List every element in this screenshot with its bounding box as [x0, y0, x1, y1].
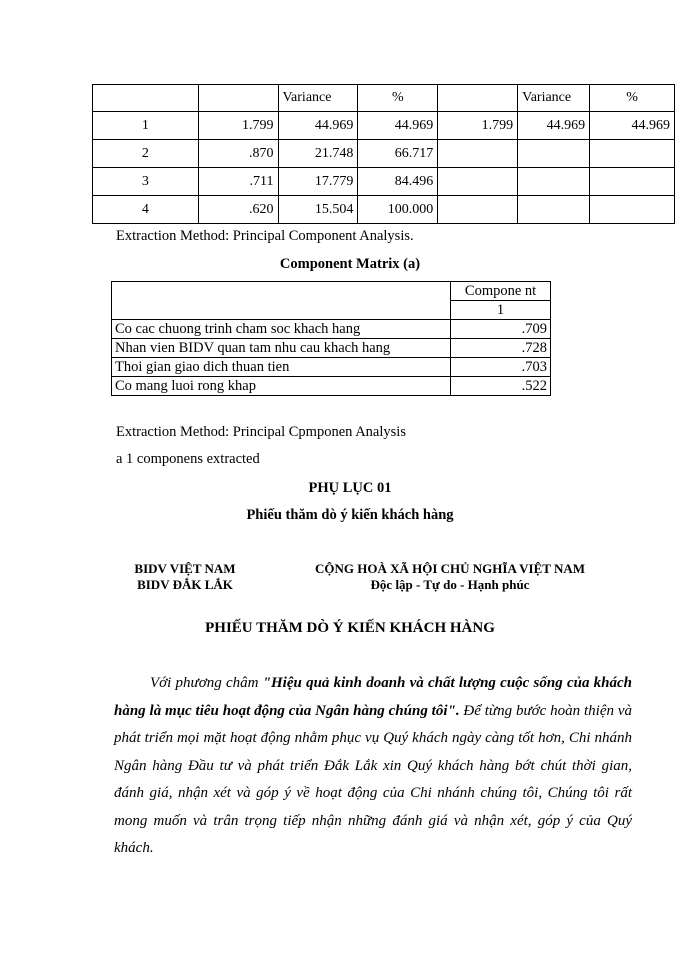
row-value: .728	[451, 339, 551, 358]
table-cell: 44.969	[278, 112, 358, 140]
org-name: BIDV VIỆT NAM	[134, 561, 236, 576]
table-header-row	[112, 282, 551, 301]
table-row	[93, 196, 675, 224]
form-title: PHIẾU THĂM DÒ Ý KIẾN KHÁCH HÀNG	[205, 620, 495, 636]
row-label: Nhan vien BIDV quan tam nhu cau khach hang	[112, 339, 451, 358]
national-motto: Độc lập - Tự do - Hạnh phúc	[370, 577, 530, 592]
header-cell: %	[590, 85, 675, 112]
components-note: a 1 componens extracted	[116, 451, 260, 467]
row-value: .703	[451, 358, 551, 377]
component-matrix-table	[111, 281, 551, 396]
row-label: Thoi gian giao dich thuan tien	[112, 358, 451, 377]
table-cell: 21.748	[278, 140, 358, 168]
header-cell	[112, 282, 451, 320]
table-cell: 15.504	[278, 196, 358, 224]
header-cell	[198, 85, 278, 112]
header-cell: Compone nt	[451, 282, 551, 301]
letter-motto: "Hiệu quả kinh doanh và chất lượng cuộc sống của khách hàng là mục tiêu hoạt động của Ngân hàng chúng tôi".	[114, 675, 633, 719]
table-row	[112, 339, 551, 358]
table-cell: 100.000	[358, 196, 438, 224]
table-cell: 84.496	[358, 168, 438, 196]
header-cell	[93, 85, 199, 112]
table-cell	[518, 140, 590, 168]
table-cell: .620	[198, 196, 278, 224]
table-row	[112, 358, 551, 377]
table-cell: 44.969	[358, 112, 438, 140]
table-row	[93, 168, 675, 196]
row-value: .522	[451, 377, 551, 396]
appendix-subtitle: Phiếu thăm dò ý kiến khách hàng	[246, 507, 454, 523]
extraction-note: Extraction Method: Principal Component Analysis.	[116, 228, 414, 244]
table-cell	[518, 168, 590, 196]
org-branch: BIDV ĐẮK LẮK	[137, 577, 233, 592]
table-cell: 17.779	[278, 168, 358, 196]
table-cell	[518, 196, 590, 224]
table-cell	[590, 140, 675, 168]
table-row	[112, 320, 551, 339]
table-cell: 44.969	[590, 112, 675, 140]
row-label: Co cac chuong trinh cham soc khach hang	[112, 320, 451, 339]
table-cell: 1	[93, 112, 199, 140]
national-title: CỘNG HOÀ XÃ HỘI CHỦ NGHĨA VIỆT NAM	[314, 561, 586, 576]
table-cell: 2	[93, 140, 199, 168]
header-cell	[438, 85, 518, 112]
appendix-title: PHỤ LỤC 01	[308, 480, 392, 496]
table-cell	[438, 140, 518, 168]
row-label: Co mang luoi rong khap	[112, 377, 451, 396]
table-cell: 1.799	[438, 112, 518, 140]
table-cell	[590, 196, 675, 224]
table-cell	[590, 168, 675, 196]
table-cell	[438, 196, 518, 224]
header-cell: 1	[451, 301, 551, 320]
table-cell: .711	[198, 168, 278, 196]
org-left	[110, 561, 260, 593]
table-cell: 1.799	[198, 112, 278, 140]
matrix-title: Component Matrix (a)	[279, 256, 421, 272]
table-row	[112, 377, 551, 396]
header-cell: %	[358, 85, 438, 112]
variance-table	[92, 84, 675, 224]
national-header	[280, 561, 620, 593]
extraction-note: Extraction Method: Principal Cpmponen Analysis	[116, 424, 406, 440]
table-cell: 3	[93, 168, 199, 196]
row-value: .709	[451, 320, 551, 339]
header-cell: Variance	[518, 85, 590, 112]
table-cell	[438, 168, 518, 196]
letter-body: Để từng bước hoàn thiện và phát triển mọi mặt hoạt động nhằm phục vụ Quý khách ngày càng tốt hơn, Chi nhánh Ngân hàng Đầu tư và phát triển Đắk Lắk xin Quý khách hàng bớt chút thời gian, đánh giá, nhận xét và góp ý về hoạt động của Chi nhánh chúng tôi, Chúng tôi rất mong muốn và trân trọng tiếp nhận những đánh giá và nhận xét, góp ý của Quý khách.	[114, 702, 632, 856]
header-cell: Variance	[278, 85, 358, 112]
table-cell: 4	[93, 196, 199, 224]
table-cell: .870	[198, 140, 278, 168]
table-row	[93, 112, 675, 140]
letter-paragraph	[114, 670, 632, 863]
table-row	[93, 140, 675, 168]
table-header-row	[93, 85, 675, 112]
table-cell: 66.717	[358, 140, 438, 168]
table-cell: 44.969	[518, 112, 590, 140]
letter-intro: Với phương châm	[150, 675, 263, 691]
